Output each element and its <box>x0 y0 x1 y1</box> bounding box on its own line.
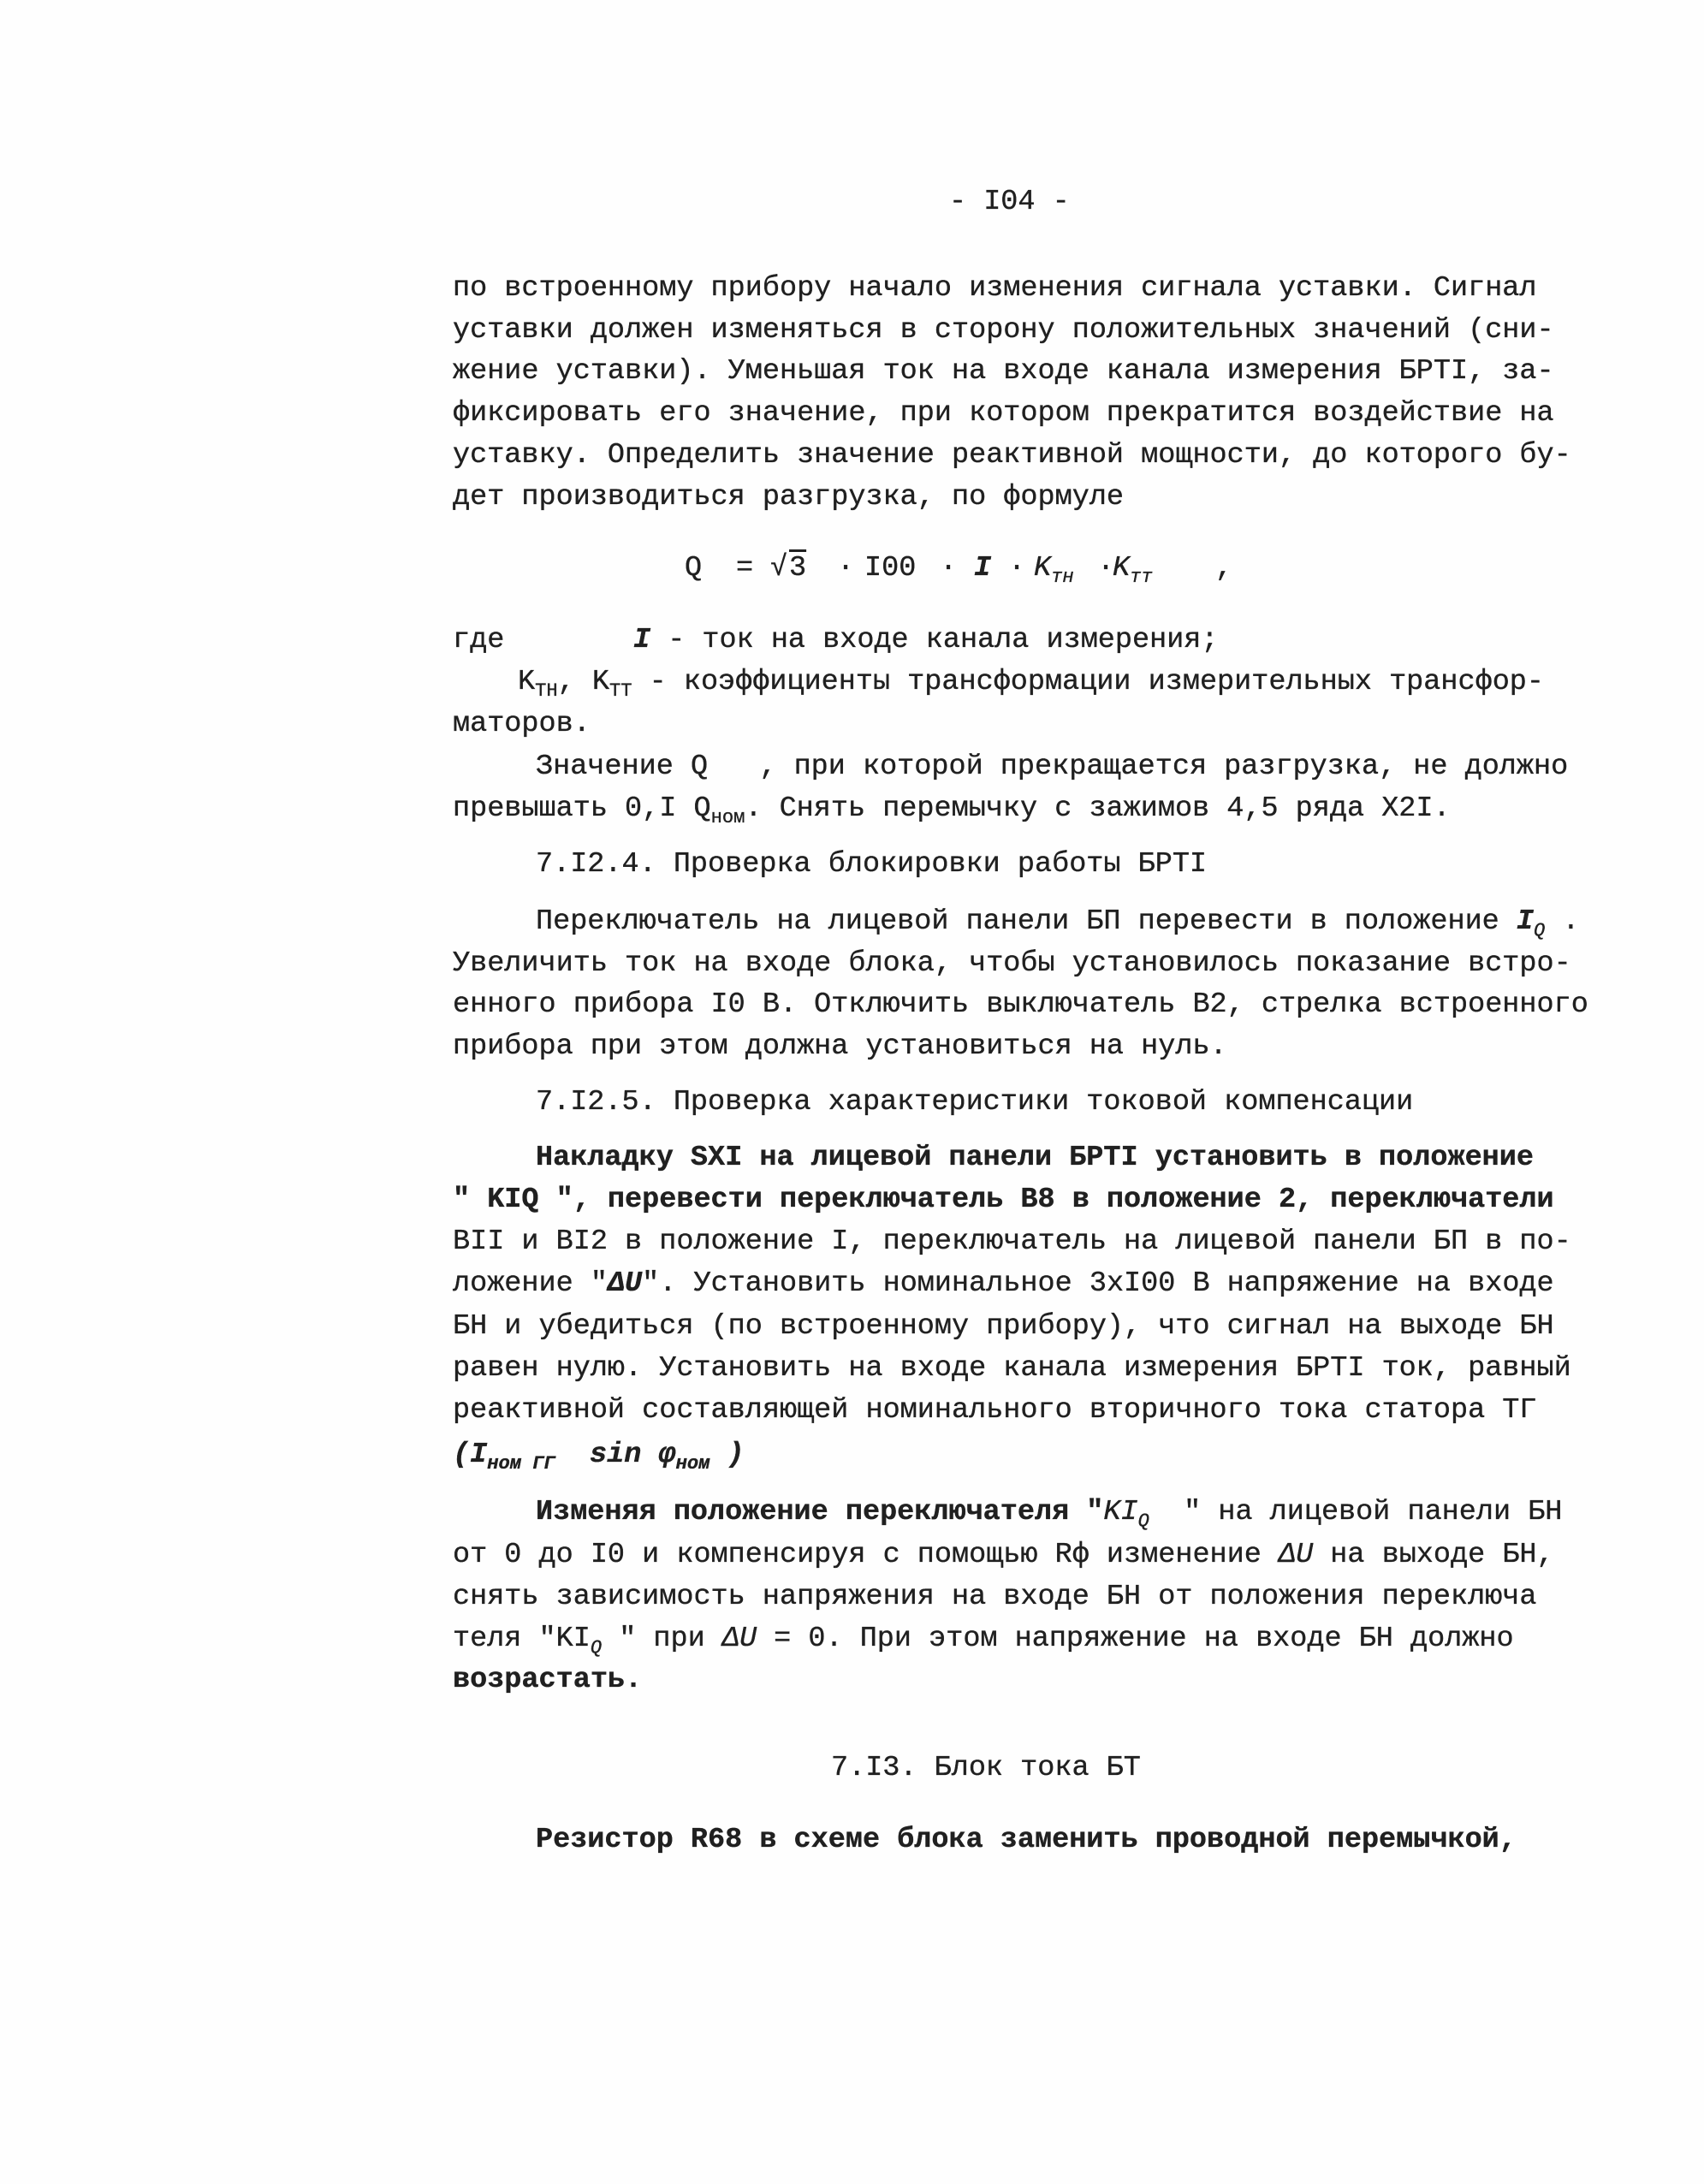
paragraph-line: Резистор R68 в схеме блока заменить проводной перемычкой, <box>536 1824 1517 1856</box>
s5b-delta-u: ΔU <box>1278 1539 1314 1571</box>
formula-current: I <box>974 552 992 585</box>
limit-line-1 <box>536 750 1568 784</box>
paragraph-line: по встроенному прибору начало изменения сигнала уставки. Сигнал <box>453 272 1537 305</box>
formula-k-tt <box>1113 551 1153 589</box>
expr-subscript: ном ГГ <box>487 1453 555 1475</box>
paragraph-line <box>453 1267 1554 1301</box>
limit-text: Значение <box>536 751 691 783</box>
s5-text: ". Установить номинальное 3хI00 В напряжение на входе <box>642 1267 1554 1300</box>
paragraph-line: снять зависимость напряжения на входе БН от положения переключа <box>453 1581 1537 1613</box>
formula-dot: · <box>940 552 958 585</box>
paragraph-line: уставку. Определить значение реактивной мощности, до которого бу- <box>453 439 1571 472</box>
limit-text: , при которой прекращается разгрузка, не должно <box>708 751 1569 783</box>
coeff-continuation: маторов. <box>453 708 591 740</box>
paragraph-line: енного прибора I0 В. Отключить выключатель В2, стрелка встроенного <box>453 988 1588 1021</box>
coeff-line <box>518 665 1545 703</box>
coeff-tt-subscript: ТТ <box>609 680 632 703</box>
s5-text: ложение " <box>453 1267 608 1300</box>
s5b-text: Изменяя положение переключателя " <box>536 1496 1104 1528</box>
expr-open: ( <box>453 1439 471 1471</box>
paragraph-line <box>536 905 1580 942</box>
formula-k-symbol: K <box>1034 552 1052 585</box>
s5b-text: от 0 до I0 и компенсируя с помощью Rф изменение <box>453 1539 1279 1571</box>
formula-k-symbol: K <box>1113 552 1131 585</box>
formula-k-tn-subscript: тн <box>1051 567 1074 589</box>
expr-close: ) <box>710 1439 745 1471</box>
limit-q: Q <box>690 751 709 783</box>
s5b-q-subscript: Q <box>590 1637 603 1659</box>
s4-q-subscript: Q <box>1534 920 1546 942</box>
limit-q: Q <box>693 792 711 825</box>
formula-k-tt-subscript: тт <box>1130 567 1153 589</box>
s5-delta-u: ΔU <box>607 1267 643 1300</box>
where-variable: I <box>633 624 651 656</box>
s5b-delta-u: ΔU <box>721 1623 757 1655</box>
coeff-k-symbol: K <box>518 666 536 698</box>
s4-i-symbol: I <box>1516 905 1534 938</box>
paragraph-line <box>453 1538 1554 1572</box>
formula-dot: · <box>837 552 855 585</box>
limit-text: . Снять перемычку с зажимов 4,5 ряда X2I. <box>745 792 1451 825</box>
formula-radicand: 3 <box>789 552 807 585</box>
s5b-text: теля " <box>453 1623 556 1655</box>
paragraph-line: ВII и ВI2 в положение I, переключатель на лицевой панели БП в по- <box>453 1226 1571 1258</box>
section-heading-7-12-5: 7.I2.5. Проверка характеристики токовой компенсации <box>536 1086 1414 1119</box>
paragraph-line: равен нулю. Установить на входе канала измерения БРТI ток, равный <box>453 1352 1571 1385</box>
s5b-text: " при <box>602 1623 722 1655</box>
paragraph-line: " KIQ ", перевести переключатель В8 в положение 2, переключатели <box>453 1184 1554 1216</box>
paragraph-line <box>453 1622 1514 1659</box>
paragraph-line <box>536 1495 1563 1533</box>
s4-text: . <box>1545 905 1580 938</box>
paragraph-line: прибора при этом должна установиться на нуль. <box>453 1030 1227 1063</box>
limit-line-2 <box>453 792 1451 829</box>
formula-equals: = <box>736 552 754 585</box>
formula-constant: I00 <box>864 552 917 585</box>
limit-nom-subscript: ном <box>710 807 745 829</box>
paragraph-line: возрастать. <box>453 1664 643 1696</box>
s5b-text: на выходе БН, <box>1313 1539 1554 1571</box>
s4-text: Переключатель на лицевой панели БП перевести в положение <box>536 905 1517 938</box>
formula-root-sign: √ <box>770 552 788 585</box>
paragraph-line: дет производиться разгрузка, по формуле <box>453 481 1125 513</box>
where-label: где <box>453 624 505 656</box>
section-heading-7-12-4: 7.I2.4. Проверка блокировки работы БРТI <box>536 848 1208 881</box>
formula-end: , <box>1215 552 1233 585</box>
paragraph-line: реактивной составляющей номинального вторичного тока статора ТГ <box>453 1394 1537 1427</box>
paragraph-line: уставки должен изменяться в сторону положительных значений (сни- <box>453 314 1554 347</box>
coeff-k-symbol: K <box>591 666 609 698</box>
s5b-ki: KI <box>555 1623 591 1655</box>
paragraph-line: Накладку SXI на лицевой панели БРТI установить в положение <box>536 1142 1534 1174</box>
paragraph-line: фиксировать его значение, при котором прекратится воздействие на <box>453 397 1554 430</box>
paragraph-line: жение уставки). Уменьшая ток на входе канала измерения БРТI, за- <box>453 355 1554 388</box>
formula-k-tn <box>1034 551 1074 589</box>
s5b-text: " на лицевой панели БН <box>1149 1496 1563 1528</box>
formula-dot: · <box>1097 552 1115 585</box>
current-expression <box>453 1438 745 1475</box>
paragraph-line: БН и убедиться (по встроенному прибору), что сигнал на выходе БН <box>453 1310 1554 1343</box>
s5b-text: = 0. При этом напряжение на входе БН должно <box>757 1623 1514 1655</box>
section-heading-7-13: 7.I3. Блок тока БТ <box>831 1752 1141 1784</box>
coeff-tn-subscript: ТН <box>535 680 558 703</box>
page-number: - I04 - <box>949 186 1070 218</box>
s5b-ki: KI <box>1103 1496 1138 1528</box>
expr-subscript: ном <box>675 1453 710 1475</box>
expr-sin: sin φ <box>555 1439 676 1471</box>
expr-i: I <box>470 1439 488 1471</box>
formula-dot: · <box>1008 552 1026 585</box>
limit-text: превышать 0,I <box>453 792 694 825</box>
coeff-separator: , <box>557 666 592 698</box>
paragraph-line: Увеличить ток на входе блока, чтобы установилось показание встро- <box>453 947 1571 980</box>
where-text: - ток на входе канала измерения; <box>650 624 1219 656</box>
where-line <box>633 623 1219 657</box>
s5b-q-subscript: Q <box>1137 1510 1149 1533</box>
coeff-text: - коэффициенты трансформации измерительных трансфор- <box>632 666 1545 698</box>
formula-q: Q <box>685 552 703 585</box>
